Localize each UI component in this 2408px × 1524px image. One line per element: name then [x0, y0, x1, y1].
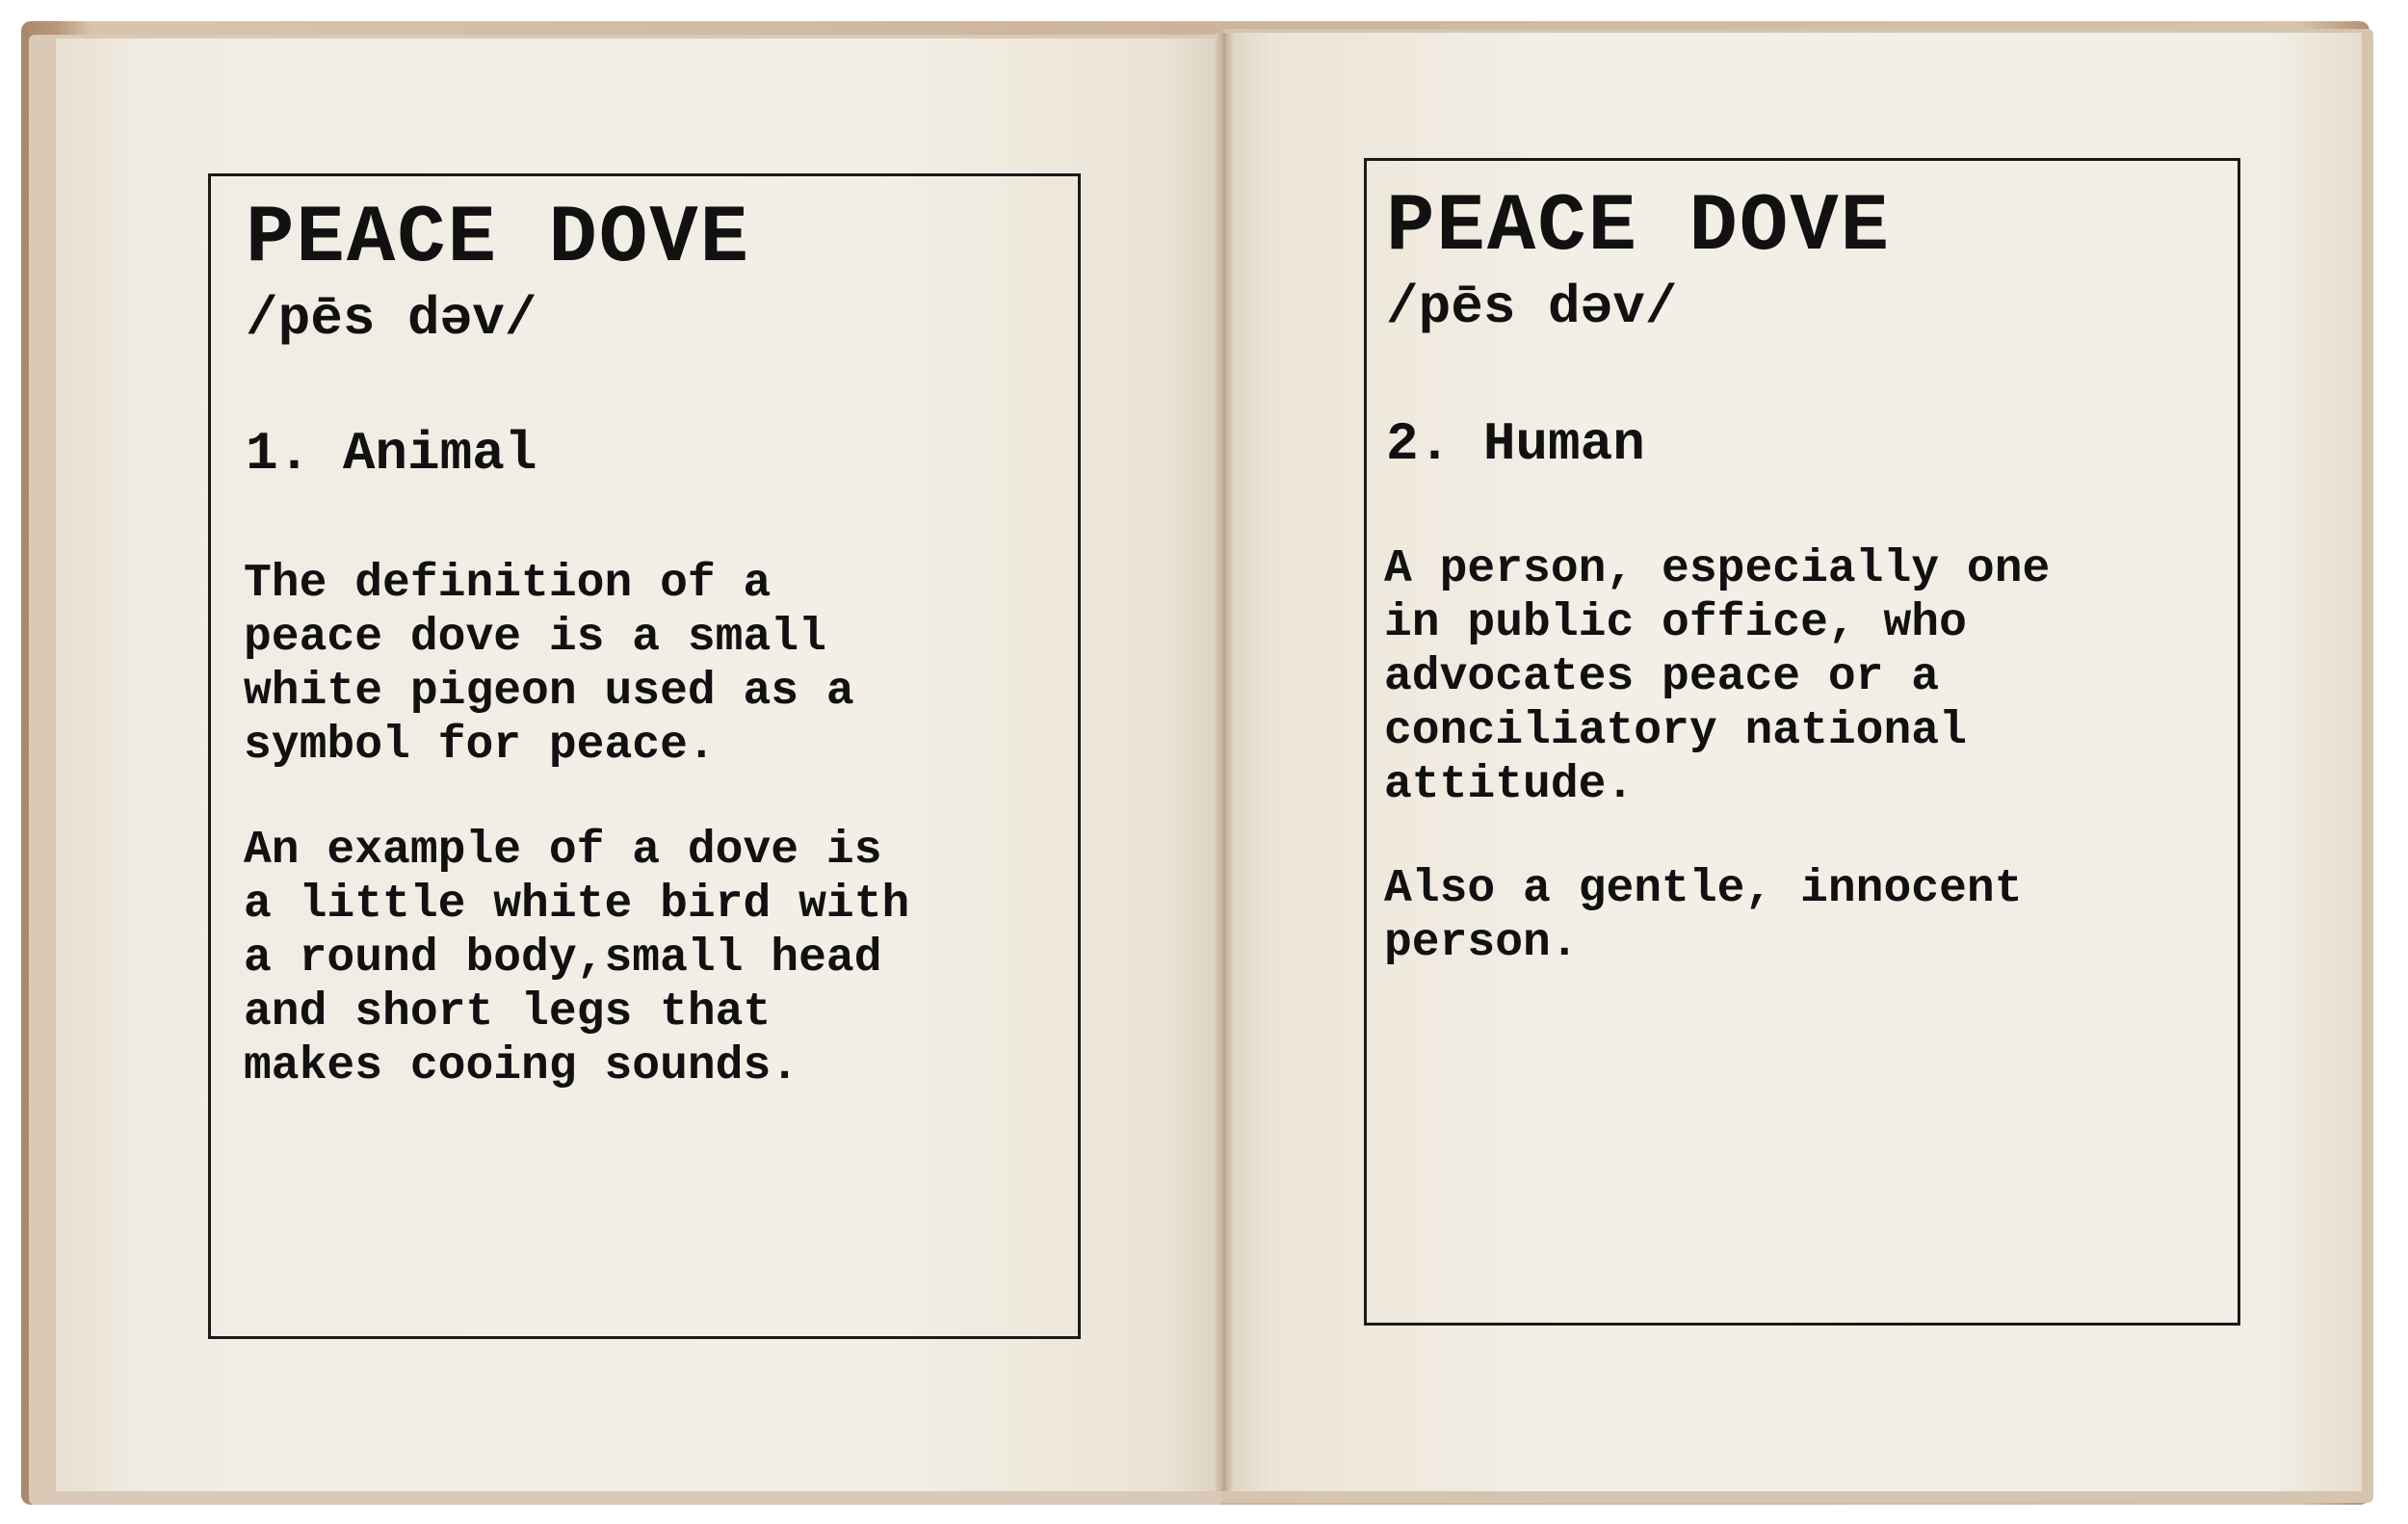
- left-definition-box: [208, 173, 1081, 1339]
- right-entry-paragraph-2: Also a gentle, innocent person.: [1384, 863, 2023, 969]
- left-entry-paragraph-2: An example of a dove is a little white bird with a round body,small head and short legs that makes cooing sounds.: [244, 825, 910, 1092]
- left-entry-pronunciation: /pēs dəv/: [246, 288, 537, 350]
- right-entry-title: PEACE DOVE: [1386, 182, 1892, 274]
- right-entry-pronunciation: /pēs dəv/: [1386, 276, 1678, 338]
- right-definition-box: [1364, 158, 2240, 1326]
- left-entry-paragraph-1: The definition of a peace dove is a small white pigeon used as a symbol for peace.: [244, 558, 854, 772]
- right-entry-sense: 2. Human: [1386, 413, 1645, 475]
- right-entry-paragraph-1: A person, especially one in public office, who advocates peace or a conciliatory national attitude.: [1384, 543, 2051, 811]
- left-entry-title: PEACE DOVE: [246, 194, 751, 285]
- book-gutter: [1216, 33, 1233, 1491]
- left-entry-sense: 1. Animal: [246, 423, 537, 485]
